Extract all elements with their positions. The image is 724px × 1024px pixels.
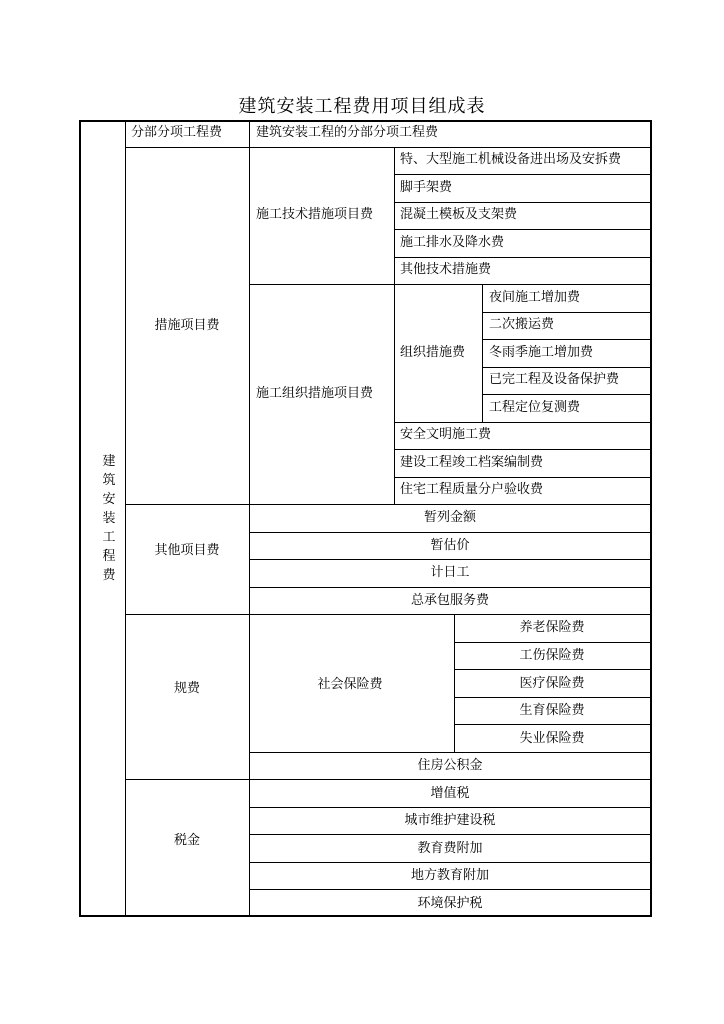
- grid-line: [394, 257, 651, 258]
- shebao-item: 失业保险费: [519, 731, 585, 746]
- grid-line: [125, 147, 651, 148]
- org-item: 已完工程及设备保护费: [489, 372, 620, 387]
- qita-item: 暂估价: [430, 538, 470, 553]
- org-item: 二次搬运费: [489, 317, 555, 332]
- grid-line: [454, 697, 651, 698]
- grid-line: [249, 559, 651, 560]
- grid-line: [249, 532, 651, 533]
- shebao-item: 医疗保险费: [519, 676, 585, 691]
- fenbu-label: 分部分项工程费: [131, 125, 223, 140]
- page-title: 建筑安装工程费用项目组成表: [238, 96, 486, 117]
- grid-line: [454, 642, 651, 643]
- root-label: 建筑安装工程费: [102, 454, 116, 583]
- shebao-label: 社会保险费: [317, 677, 383, 692]
- zuzhi-item: 安全文明施工费: [400, 427, 492, 442]
- cuoshi-label: 措施项目费: [154, 318, 220, 333]
- jishu-item: 特、大型施工机械设备进出场及安拆费: [400, 152, 622, 167]
- shuijin-item: 教育费附加: [417, 841, 483, 856]
- grid-line: [454, 669, 651, 670]
- jishu-item: 混凝土模板及支架费: [400, 207, 518, 222]
- qita-item: 暂列金额: [423, 510, 477, 525]
- zuzhi-label: 施工组织措施项目费: [256, 386, 374, 401]
- grid-line: [394, 477, 651, 478]
- grid-line: [249, 807, 651, 808]
- qita-item: 计日工: [430, 565, 470, 580]
- zuzhi-item: 住宅工程质量分户验收费: [400, 482, 544, 497]
- shuijin-label: 税金: [173, 833, 201, 848]
- shebao-item: 生育保险费: [519, 703, 585, 718]
- grid-line: [249, 120, 250, 917]
- grid-line: [249, 587, 651, 588]
- shuijin-item: 城市维护建设税: [404, 813, 496, 828]
- jishu-item: 其他技术措施费: [400, 262, 492, 277]
- fenbu-detail: 建筑安装工程的分部分项工程费: [256, 125, 439, 140]
- org-item: 夜间施工增加费: [489, 290, 581, 305]
- grid-line: [394, 422, 651, 423]
- grid-line: [482, 367, 651, 368]
- org-item: 工程定位复测费: [489, 400, 581, 415]
- cost-table: [79, 120, 652, 917]
- qita-label: 其他项目费: [154, 543, 220, 558]
- zuzhi-item: 建设工程竣工档案编制费: [400, 455, 544, 470]
- grid-line: [394, 449, 651, 450]
- grid-line: [482, 394, 651, 395]
- grid-line: [454, 614, 455, 752]
- shuijin-item: 环境保护税: [417, 896, 483, 911]
- grid-line: [482, 284, 483, 422]
- grid-line: [249, 834, 651, 835]
- gongjijin: 住房公积金: [417, 758, 483, 773]
- grid-line: [249, 862, 651, 863]
- grid-line: [249, 284, 651, 285]
- grid-line: [394, 147, 395, 504]
- qita-item: 总承包服务费: [410, 593, 490, 608]
- jishu-item: 施工排水及降水费: [400, 235, 505, 250]
- grid-line: [482, 339, 651, 340]
- shebao-item: 养老保险费: [519, 620, 585, 635]
- grid-line: [394, 174, 651, 175]
- guifei-label: 规费: [173, 681, 201, 696]
- shuijin-item: 地方教育附加: [410, 868, 490, 883]
- grid-line: [125, 120, 126, 917]
- jishu-item: 脚手架费: [400, 180, 453, 195]
- grid-line: [482, 312, 651, 313]
- org-item: 冬雨季施工增加费: [489, 345, 594, 360]
- grid-line: [249, 752, 651, 753]
- org-label: 组织措施费: [400, 345, 466, 360]
- grid-line: [249, 889, 651, 890]
- grid-line: [125, 779, 651, 780]
- jishu-label: 施工技术措施项目费: [256, 207, 374, 222]
- grid-line: [125, 504, 651, 505]
- shuijin-item: 增值税: [430, 786, 470, 801]
- grid-line: [454, 724, 651, 725]
- grid-line: [394, 229, 651, 230]
- grid-line: [125, 614, 651, 615]
- grid-line: [394, 202, 651, 203]
- shebao-item: 工伤保险费: [519, 648, 585, 663]
